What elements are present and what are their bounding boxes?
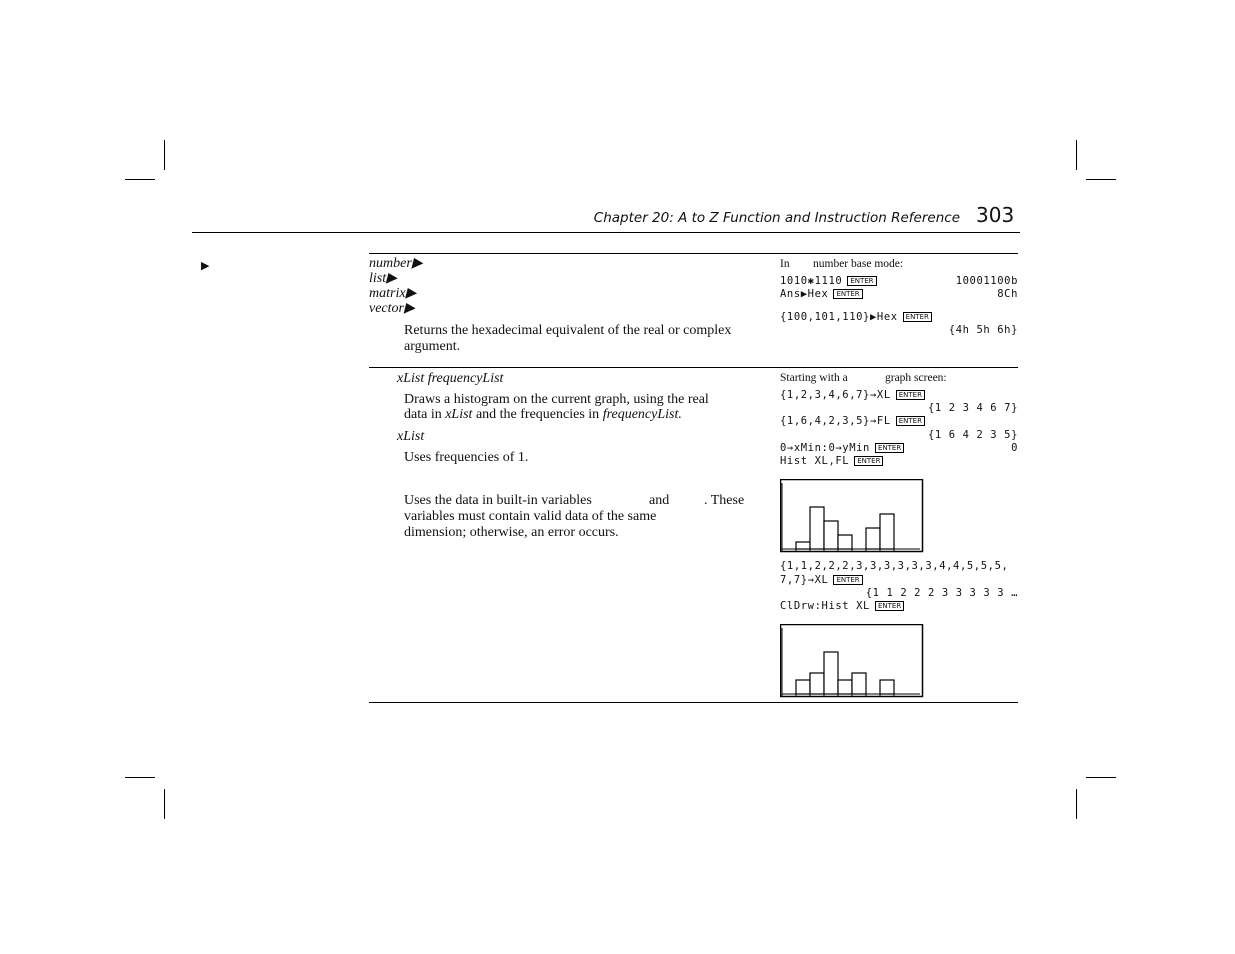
calc-input: Ans▶Hex ENTER xyxy=(780,288,863,301)
calc-result: {4h 5h 6h} xyxy=(948,324,1018,336)
entry-rule xyxy=(369,702,1018,703)
crop-mark xyxy=(1086,179,1116,180)
description-line: Draws a histogram on the current graph, using the real xyxy=(404,392,709,407)
syntax-line: xList frequencyList xyxy=(397,371,504,386)
histogram-bar xyxy=(866,528,880,549)
calc-input: {1,2,3,4,6,7}→XL ENTER xyxy=(780,389,925,402)
description-line: variables must contain valid data of the same xyxy=(404,509,657,524)
crop-mark xyxy=(164,789,165,819)
enter-key-icon: ENTER xyxy=(847,276,876,286)
description-line: data in xList and the frequencies in frequencyList. xyxy=(404,407,682,422)
calc-result: 10001100b xyxy=(955,275,1018,287)
histogram-bar xyxy=(838,535,852,549)
calc-input: Hist XL,FL ENTER xyxy=(780,455,883,468)
page-number: 303 xyxy=(976,203,1015,227)
enter-key-icon: ENTER xyxy=(833,575,862,585)
entry-rule xyxy=(369,367,1018,368)
chapter-title: Chapter 20: A to Z Function and Instruction Reference xyxy=(593,210,960,226)
description-line: . These xyxy=(704,493,745,508)
example-intro: graph screen: xyxy=(885,372,947,384)
calc-input: {100,101,110}▶Hex ENTER xyxy=(780,311,932,324)
calc-input: 1010✱1110 ENTER xyxy=(780,275,877,288)
description-line: dimension; otherwise, an error occurs. xyxy=(404,525,619,540)
enter-key-icon: ENTER xyxy=(854,456,883,466)
enter-key-icon: ENTER xyxy=(896,416,925,426)
crop-mark xyxy=(164,140,165,170)
histogram-bar xyxy=(824,521,838,549)
example-intro: number base mode: xyxy=(813,258,904,270)
calc-input: 0→xMin:0→yMin ENTER xyxy=(780,442,904,455)
histogram-bar xyxy=(810,673,824,694)
enter-key-icon: ENTER xyxy=(875,443,904,453)
example-intro: Starting with a xyxy=(780,372,848,384)
syntax-line: list▶ xyxy=(369,271,397,286)
example-intro: In xyxy=(780,258,790,270)
histogram-screen-2 xyxy=(780,624,924,698)
crop-mark xyxy=(125,179,155,180)
calc-result: {1 2 3 4 6 7} xyxy=(928,402,1018,414)
calc-input: ClDrw:Hist XL ENTER xyxy=(780,600,904,613)
syntax-line: matrix▶ xyxy=(369,286,417,301)
description-line: and xyxy=(649,493,670,508)
histogram-bar xyxy=(824,652,838,694)
crop-mark xyxy=(1076,140,1077,170)
description: Returns the hexadecimal equivalent of the real or complex argument. xyxy=(404,323,732,354)
syntax-line: number▶ xyxy=(369,256,423,271)
crop-mark xyxy=(1086,777,1116,778)
calc-input: {1,1,2,2,2,3,3,3,3,3,3,4,4,5,5,5, xyxy=(780,560,1009,572)
entry-rule xyxy=(369,253,1018,254)
enter-key-icon: ENTER xyxy=(896,390,925,400)
description-line: Uses the data in built-in variables xyxy=(404,493,592,508)
histogram-bar xyxy=(838,680,852,694)
crop-mark xyxy=(125,777,155,778)
histogram-bar xyxy=(880,680,894,694)
calc-result: 0 xyxy=(1011,442,1018,454)
calc-input: {1,6,4,2,3,5}→FL ENTER xyxy=(780,415,925,428)
histogram-bar xyxy=(852,673,866,694)
histogram-bar xyxy=(810,507,824,549)
syntax-line: xList xyxy=(397,429,425,444)
calc-result: {1 1 2 2 2 3 3 3 3 3 … xyxy=(865,587,1018,599)
calc-result: 8Ch xyxy=(997,288,1018,300)
histogram-bar xyxy=(796,542,810,549)
header-rule xyxy=(192,232,1020,233)
calc-result: {1 6 4 2 3 5} xyxy=(928,429,1018,441)
calc-input: 7,7}→XL ENTER xyxy=(780,574,863,587)
histogram-bar xyxy=(796,680,810,694)
histogram-screen-1 xyxy=(780,479,924,553)
enter-key-icon: ENTER xyxy=(833,289,862,299)
enter-key-icon: ENTER xyxy=(903,312,932,322)
histogram-bar xyxy=(880,514,894,549)
crop-mark xyxy=(1076,789,1077,819)
enter-key-icon: ENTER xyxy=(875,601,904,611)
triangle-marker-icon: ▶ xyxy=(201,259,210,272)
description-line: Uses frequencies of 1. xyxy=(404,450,529,465)
syntax-line: vector▶ xyxy=(369,301,415,316)
